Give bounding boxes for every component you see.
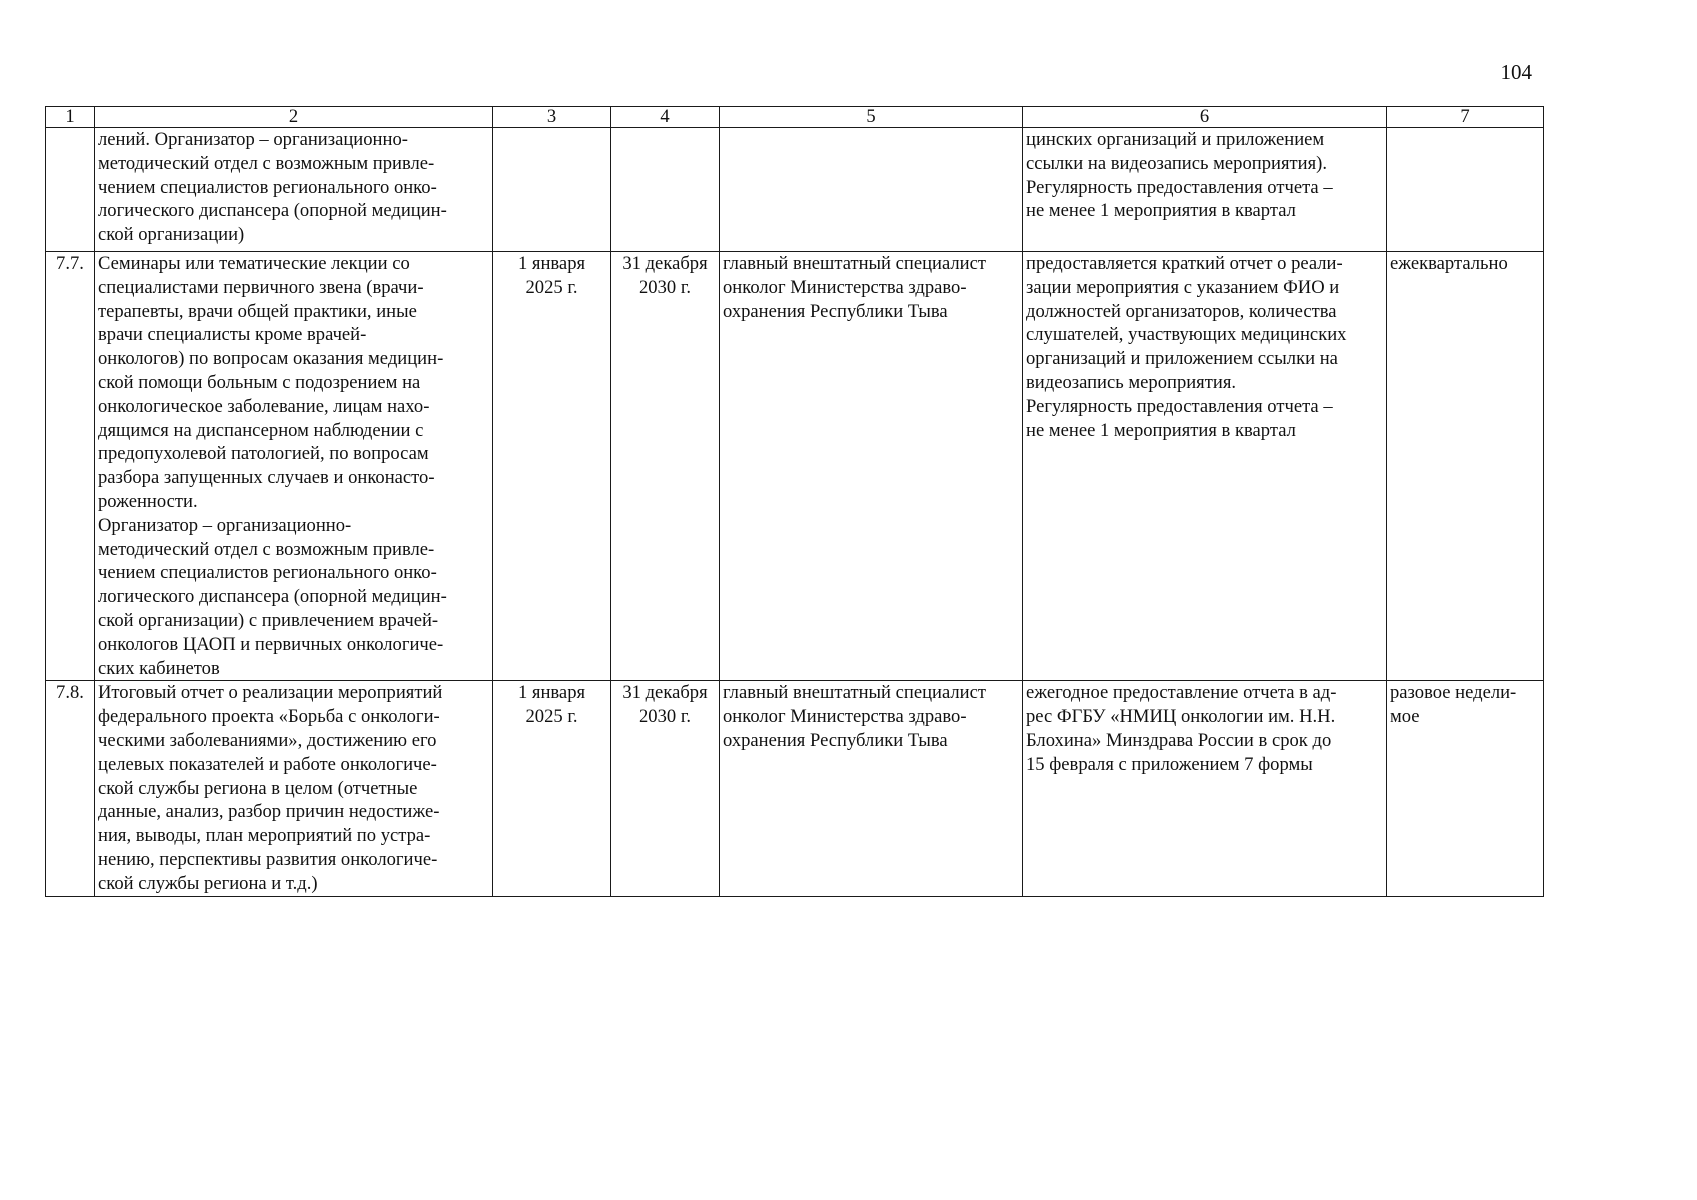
event-description: Семинары или тематические лекции со специалистами первичного звена (врачи- терапевты, врачи общей практики, иные врачи специалисты кроме врачей- онкологов) по вопросам оказания медицин- ской помощи больным с подозрением на онкологическое заболевание, лицам нахо- дящимся на диспансерном наблюдении с предопухолевой патологией, по вопросам разбора запущенных случаев и онконасто- роженности. Организатор – организационно- методический отдел с возможным привле- чением специалистов регионального онко- логического диспансера (опорной медицин- ской организации) с привлечением врачей- онкологов ЦАОП и первичных онкологиче- ских кабинетов	[95, 252, 493, 681]
expected-result: цинских организаций и приложением ссылки на видеозапись мероприятия). Регулярность предоставления отчета – не менее 1 мероприятия в квартал	[1023, 128, 1387, 252]
item-number	[46, 128, 95, 252]
table-row	[46, 252, 1544, 681]
column-number-header: 4	[611, 107, 720, 128]
end-date	[611, 128, 720, 252]
table-row	[46, 128, 1544, 252]
column-number-header: 6	[1023, 107, 1387, 128]
event-description: лений. Организатор – организационно- методический отдел с возможным привле- чением специалистов регионального онко- логического диспансера (опорной медицин- ской организации)	[95, 128, 493, 252]
expected-result: ежегодное предоставление отчета в ад- рес ФГБУ «НМИЦ онкологии им. Н.Н. Блохина» Минздрава России в срок до 15 февраля с приложением 7 формы	[1023, 681, 1387, 896]
table-row	[46, 681, 1544, 896]
end-date: 31 декабря 2030 г.	[611, 252, 720, 681]
item-number: 7.7.	[46, 252, 95, 681]
column-number-header: 3	[493, 107, 611, 128]
start-date: 1 января 2025 г.	[493, 681, 611, 896]
plan-table	[45, 106, 1544, 897]
responsible: главный внештатный специалист онколог Министерства здраво- охранения Республики Тыва	[720, 252, 1023, 681]
frequency	[1387, 128, 1544, 252]
frequency: ежеквартально	[1387, 252, 1544, 681]
responsible	[720, 128, 1023, 252]
responsible: главный внештатный специалист онколог Министерства здраво- охранения Республики Тыва	[720, 681, 1023, 896]
column-number-header: 2	[95, 107, 493, 128]
start-date	[493, 128, 611, 252]
column-number-row	[46, 107, 1544, 128]
column-number-header: 7	[1387, 107, 1544, 128]
column-number-header: 1	[46, 107, 95, 128]
start-date: 1 января 2025 г.	[493, 252, 611, 681]
end-date: 31 декабря 2030 г.	[611, 681, 720, 896]
page-number: 104	[1500, 60, 1532, 84]
frequency: разовое недели- мое	[1387, 681, 1544, 896]
expected-result: предоставляется краткий отчет о реали- зации мероприятия с указанием ФИО и должностей организаторов, количества слушателей, участвующих медицинских организаций и приложением ссылки на видеозапись мероприятия. Регулярность предоставления отчета – не менее 1 мероприятия в квартал	[1023, 252, 1387, 681]
event-description: Итоговый отчет о реализации мероприятий федерального проекта «Борьба с онкологи- ческими заболеваниями», достижению его целевых показателей и работе онкологиче- ской службы региона в целом (отчетные данные, анализ, разбор причин недостиже- ния, выводы, план мероприятий по устра- нению, перспективы развития онкологиче- ской службы региона и т.д.)	[95, 681, 493, 896]
item-number: 7.8.	[46, 681, 95, 896]
column-number-header: 5	[720, 107, 1023, 128]
